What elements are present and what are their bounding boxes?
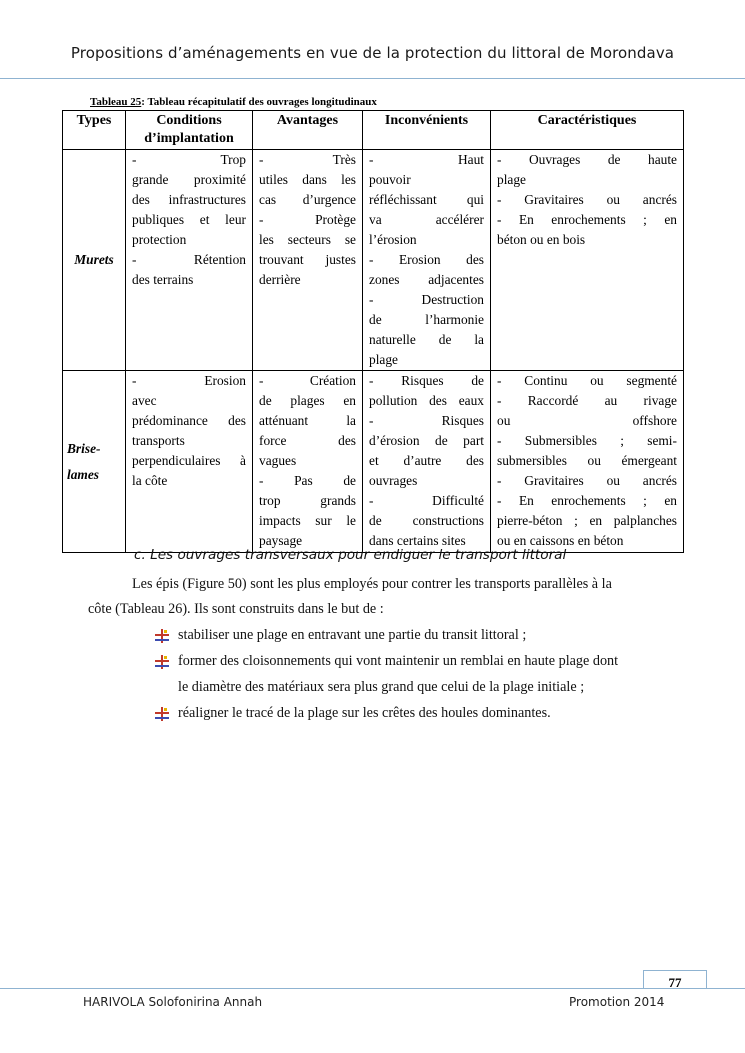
cell-line: l’érosion [369, 232, 417, 247]
cell-line: - En enrochements ; en [497, 493, 677, 508]
cell-line: - Raccordé au rivage [497, 393, 677, 408]
cell-line: transports [132, 433, 185, 448]
cell-line: prédominance des [132, 413, 246, 428]
cell-line: - Gravitaires ou ancrés [497, 473, 677, 488]
plus-cross-bullet-icon [155, 707, 169, 721]
cell-line: publiques et leur [132, 212, 246, 227]
cell-line: Brise- [67, 440, 101, 456]
header-types: Types [63, 111, 126, 150]
cell-line: vagues [259, 453, 297, 468]
cell-line: - Trop [132, 152, 246, 167]
cell-line: - Destruction [369, 292, 484, 307]
cell-line: - Très [259, 152, 356, 167]
avantages-cell-brise-lames [253, 371, 363, 553]
cell-line: plage [497, 172, 526, 187]
cell-line: de constructions [369, 513, 484, 528]
cell-line: paysage [259, 533, 303, 548]
cell-line: impacts sur le [259, 513, 356, 528]
inconvenients-cell-brise-lames [363, 371, 491, 553]
cell-line: cas d’urgence [259, 192, 356, 207]
cell-line: - Gravitaires ou ancrés [497, 192, 677, 207]
section-heading: c. Les ouvrages transversaux pour endiguer le transport littoral [134, 547, 567, 563]
bullet-item-1: stabiliser une plage en entravant une partie du transit littoral ; [178, 627, 527, 643]
table-caption-text: : Tableau récapitulatif des ouvrages longitudinaux [141, 96, 377, 108]
cell-line: - Difficulté [369, 493, 484, 508]
header-conditions: Conditions d’implantation [126, 111, 253, 150]
cell-line: - Risques de [369, 373, 484, 388]
cell-line: pouvoir [369, 172, 411, 187]
cell-line: ou offshore [497, 413, 677, 428]
table-row-murets [63, 150, 684, 371]
table-row-brise-lames [63, 371, 684, 553]
cell-line: de l’harmonie [369, 312, 484, 327]
header-inconvenients: Inconvénients [363, 111, 491, 150]
cell-line: derrière [259, 272, 301, 287]
footer-promotion: Promotion 2014 [569, 995, 665, 1009]
cell-line: dans certains sites [369, 533, 466, 548]
cell-line: - En enrochements ; en [497, 212, 677, 227]
bullet-item-2-line-1: former des cloisonnements qui vont maintenir un remblai en haute plage dont [178, 653, 619, 669]
longitudinal-works-table [62, 110, 684, 553]
cell-line: - Erosion des [369, 252, 484, 267]
paragraph-line-2: côte (Tableau 26). Ils sont construits dans le but de : [88, 601, 384, 617]
cell-line: trop grands [259, 493, 356, 508]
cell-line: plage [369, 352, 398, 367]
caracteristiques-cell-murets [491, 150, 684, 371]
cell-line: va accélérer [369, 212, 484, 227]
cell-line: et d’autre des [369, 453, 484, 468]
bullet-item-2-line-2: le diamètre des matériaux sera plus grand que celui de la plage initiale ; [178, 679, 585, 695]
running-header-title: Propositions d’aménagements en vue de la protection du littoral de Morondava [70, 44, 675, 62]
cell-line: - Rétention [132, 252, 246, 267]
cell-line: avec [132, 393, 157, 408]
cell-line: d’érosion de part [369, 433, 484, 448]
cell-line: - Risques [369, 413, 484, 428]
cell-line: pollution des eaux [369, 393, 484, 408]
plus-cross-bullet-icon [155, 655, 169, 669]
cell-line: lames [67, 466, 99, 482]
cell-line: - Erosion [132, 373, 246, 388]
cell-line: atténuant la [259, 413, 356, 428]
cell-line: - Création [259, 373, 356, 388]
cell-line: - Pas de [259, 473, 356, 488]
cell-line: - Submersibles ; semi- [497, 433, 677, 448]
cell-line: - Ouvrages de haute [497, 152, 677, 167]
cell-line: ouvrages [369, 473, 418, 488]
header-caracteristiques: Caractéristiques [491, 111, 684, 150]
table-caption [90, 96, 377, 108]
caracteristiques-cell-brise-lames [491, 371, 684, 553]
cell-line: des infrastructures [132, 192, 246, 207]
cell-line: - Haut [369, 152, 484, 167]
page-number: 77 [643, 970, 707, 989]
footer-divider [0, 988, 745, 989]
cell-line: utiles dans les [259, 172, 356, 187]
cell-line: naturelle de la [369, 332, 484, 347]
bullet-item-3: réaligner le tracé de la plage sur les crêtes des houles dominantes. [178, 705, 551, 721]
header-divider [0, 78, 745, 79]
cell-line: force des [259, 433, 356, 448]
cell-line: zones adjacentes [369, 272, 484, 287]
cell-line: perpendiculaires à [132, 453, 246, 468]
cell-line: les secteurs se [259, 232, 356, 247]
cell-line: - Continu ou segmenté [497, 373, 677, 388]
footer-author: HARIVOLA Solofonirina Annah [83, 995, 263, 1009]
type-cell-murets: Murets [63, 150, 126, 371]
inconvenients-cell-murets [363, 150, 491, 371]
type-cell-brise-lames [63, 371, 126, 553]
cell-line: des terrains [132, 272, 194, 287]
cell-line: réfléchissant qui [369, 192, 484, 207]
cell-line: pierre-béton ; en palplanches [497, 513, 677, 528]
cell-line: béton ou en bois [497, 232, 586, 247]
cell-line: trouvant justes [259, 252, 356, 267]
cell-line: ou en caissons en béton [497, 533, 624, 548]
conditions-cell-brise-lames [126, 371, 253, 553]
table-caption-label: Tableau 25 [90, 96, 142, 108]
conditions-cell-murets [126, 150, 253, 371]
cell-line: submersibles ou émergeant [497, 453, 677, 468]
plus-cross-bullet-icon [155, 629, 169, 643]
avantages-cell-murets [253, 150, 363, 371]
table-header-row [63, 111, 684, 150]
cell-line: - Protège [259, 212, 356, 227]
cell-line: protection [132, 232, 187, 247]
paragraph-line-1: Les épis (Figure 50) sont les plus employés pour contrer les transports parallèles à la [132, 576, 612, 592]
cell-line: la côte [132, 473, 168, 488]
cell-line: de plages en [259, 393, 356, 408]
cell-line: grande proximité [132, 172, 246, 187]
header-avantages: Avantages [253, 111, 363, 150]
